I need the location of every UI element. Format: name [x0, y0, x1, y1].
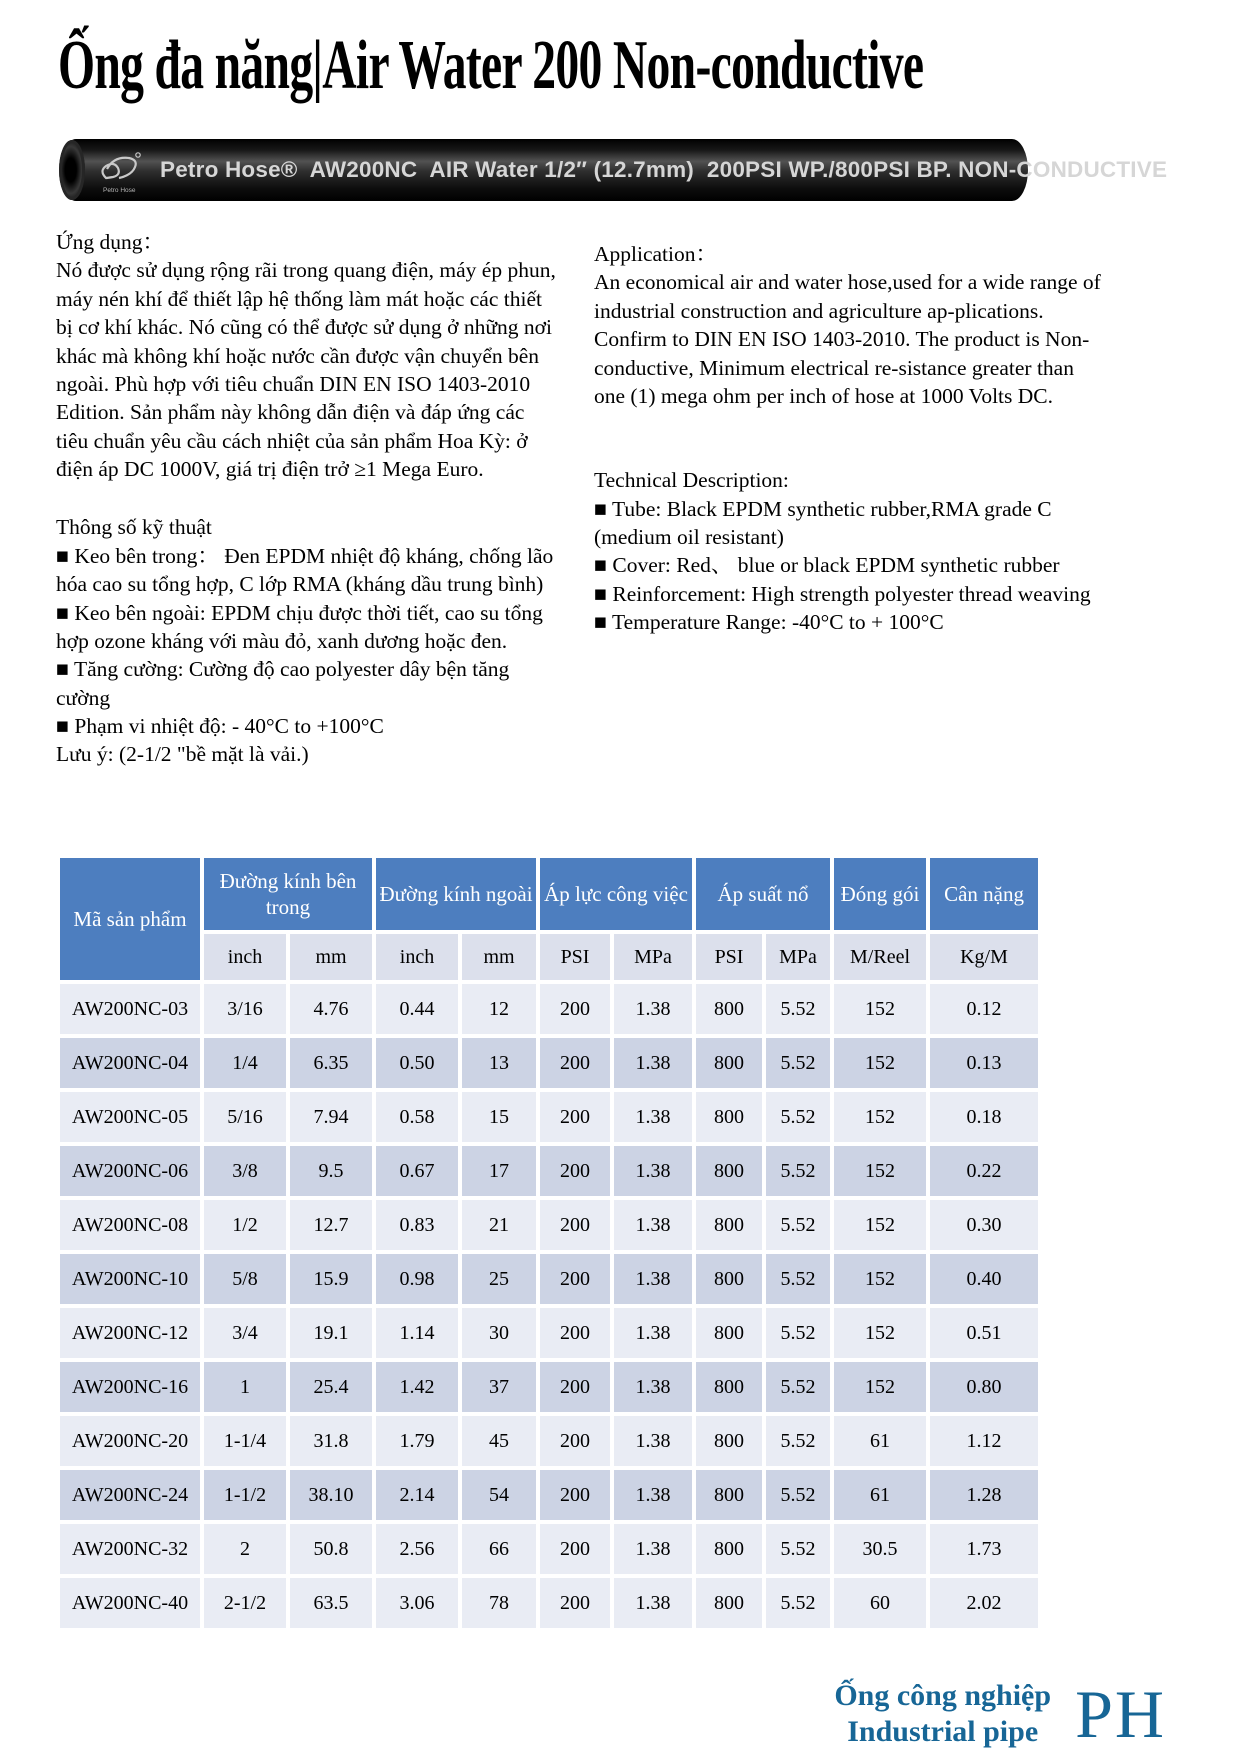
- value-cell: 31.8: [290, 1416, 372, 1466]
- value-cell: 800: [696, 1308, 762, 1358]
- en-application-heading: Application：: [594, 242, 718, 266]
- product-code-cell: AW200NC-04: [60, 1038, 200, 1088]
- vi-application-heading: Ứng dụng：: [56, 230, 165, 254]
- product-code-cell: AW200NC-03: [60, 984, 200, 1034]
- subheader-mpa: MPa: [614, 934, 692, 980]
- value-cell: 38.10: [290, 1470, 372, 1520]
- hose-print-text: Petro Hose® AW200NC AIR Water 1/2″ (12.7mm) 200PSI WP./800PSI BP. NON-CONDUCTIVE: [160, 157, 1168, 182]
- table-row: [60, 1524, 1038, 1574]
- value-cell: 800: [696, 1146, 762, 1196]
- value-cell: 30: [462, 1308, 536, 1358]
- value-cell: 6.35: [290, 1038, 372, 1088]
- table-row: [60, 984, 1038, 1034]
- header-inner-diameter: Đường kính bên trong: [204, 858, 372, 930]
- value-cell: 3.06: [376, 1578, 458, 1628]
- vi-bullet-reinforcement: ■ Tăng cường: Cường độ cao polyester dây bện tăng cường: [56, 657, 510, 710]
- spec-table: [56, 854, 1042, 1632]
- value-cell: 5/16: [204, 1092, 286, 1142]
- value-cell: 152: [834, 984, 926, 1034]
- footer-line-vi: Ống công nghiệp: [834, 1679, 1052, 1712]
- value-cell: 0.80: [930, 1362, 1038, 1412]
- product-code-cell: AW200NC-20: [60, 1416, 200, 1466]
- value-cell: 5.52: [766, 1092, 830, 1142]
- product-code-cell: AW200NC-24: [60, 1470, 200, 1520]
- value-cell: 200: [540, 1308, 610, 1358]
- product-code-cell: AW200NC-16: [60, 1362, 200, 1412]
- product-code-cell: AW200NC-05: [60, 1092, 200, 1142]
- value-cell: 200: [540, 1038, 610, 1088]
- spec-table-body: [60, 984, 1038, 1628]
- value-cell: 800: [696, 1470, 762, 1520]
- value-cell: 15.9: [290, 1254, 372, 1304]
- value-cell: 200: [540, 1362, 610, 1412]
- vi-note: Lưu ý: (2-1/2 "bề mặt là vải.): [56, 742, 309, 767]
- value-cell: 60: [834, 1578, 926, 1628]
- table-row: [60, 1146, 1038, 1196]
- value-cell: 800: [696, 1092, 762, 1142]
- value-cell: 0.67: [376, 1146, 458, 1196]
- value-cell: 1.38: [614, 1416, 692, 1466]
- english-column: [594, 240, 1108, 637]
- value-cell: 1-1/4: [204, 1416, 286, 1466]
- logo-wordmark: Petro Hose: [103, 187, 136, 194]
- table-row: [60, 1362, 1038, 1412]
- value-cell: 200: [540, 1200, 610, 1250]
- product-code-cell: AW200NC-12: [60, 1308, 200, 1358]
- header-working-pressure: Áp lực công việc: [540, 858, 692, 930]
- footer-line-en: Industrial pipe: [847, 1715, 1039, 1748]
- vi-bullet-cover: ■ Keo bên ngoài: EPDM chịu được thời tiết, cao su tổng hợp ozone kháng với màu đỏ, xanh dương hoặc đen.: [56, 600, 543, 653]
- vi-bullet-tube: ■ Keo bên trong： Đen EPDM nhiệt độ kháng, chống lão hóa cao su tổng hợp, C lớp RMA (kháng dầu trung bình): [56, 543, 554, 597]
- value-cell: 1.38: [614, 1362, 692, 1412]
- value-cell: 152: [834, 1254, 926, 1304]
- value-cell: 800: [696, 1416, 762, 1466]
- value-cell: 800: [696, 1200, 762, 1250]
- header-weight: Cân nặng: [930, 858, 1038, 930]
- value-cell: 13: [462, 1038, 536, 1088]
- value-cell: 5.52: [766, 984, 830, 1034]
- en-bullet-reinforcement: ■ Reinforcement: High strength polyester thread weaving: [594, 581, 1091, 606]
- value-cell: 200: [540, 1146, 610, 1196]
- vi-bullet-temperature: ■ Phạm vi nhiệt độ: - 40°C to +100°C: [56, 714, 384, 738]
- value-cell: 0.98: [376, 1254, 458, 1304]
- value-cell: 200: [540, 1254, 610, 1304]
- vi-application-paragraph: Nó được sử dụng rộng rãi trong quang điện, máy ép phun, máy nén khí để thiết lập hệ thống làm mát hoặc các thiết bị cơ khí khác. Nó cũng có thể được sử dụng ở những nơi khác mà không khí hoặc nước cần được vận chuyển bên ngoài. Phù hợp với tiêu chuẩn DIN EN ISO 1403-2010 Edition. Sản phẩm này không dẫn điện và đáp ứng các tiêu chuẩn yêu cầu cách nhiệt của sản phẩm Hoa Kỳ: ở điện áp DC 1000V, giá trị điện trở ≥1 Mega Euro.: [56, 258, 556, 481]
- value-cell: 0.30: [930, 1200, 1038, 1250]
- value-cell: 800: [696, 1362, 762, 1412]
- value-cell: 1.38: [614, 1470, 692, 1520]
- value-cell: 1: [204, 1362, 286, 1412]
- value-cell: 800: [696, 1524, 762, 1574]
- value-cell: 63.5: [290, 1578, 372, 1628]
- value-cell: 61: [834, 1470, 926, 1520]
- value-cell: 1.28: [930, 1470, 1038, 1520]
- value-cell: 1.42: [376, 1362, 458, 1412]
- value-cell: 200: [540, 1578, 610, 1628]
- value-cell: 1.38: [614, 1308, 692, 1358]
- value-cell: 5.52: [766, 1146, 830, 1196]
- footer: [834, 1678, 1166, 1750]
- value-cell: 1.38: [614, 1146, 692, 1196]
- en-technical-heading: Technical Description:: [594, 468, 789, 493]
- header-product-code: Mã sản phẩm: [60, 858, 200, 980]
- table-header-row: [60, 858, 1038, 930]
- product-code-cell: AW200NC-32: [60, 1524, 200, 1574]
- subheader-inch: inch: [376, 934, 458, 980]
- value-cell: 152: [834, 1038, 926, 1088]
- product-code-cell: AW200NC-40: [60, 1578, 200, 1628]
- value-cell: 1/2: [204, 1200, 286, 1250]
- value-cell: 0.18: [930, 1092, 1038, 1142]
- value-cell: 0.40: [930, 1254, 1038, 1304]
- en-bullet-temperature: ■ Temperature Range: -40°C to + 100°C: [594, 610, 944, 635]
- value-cell: 200: [540, 1524, 610, 1574]
- value-cell: 1-1/2: [204, 1470, 286, 1520]
- value-cell: 78: [462, 1578, 536, 1628]
- value-cell: 25.4: [290, 1362, 372, 1412]
- value-cell: 800: [696, 984, 762, 1034]
- table-row: [60, 1254, 1038, 1304]
- table-row: [60, 1308, 1038, 1358]
- en-bullet-cover: ■ Cover: Red、 blue or black EPDM synthetic rubber: [594, 553, 1060, 578]
- table-row: [60, 1578, 1038, 1628]
- value-cell: 1.73: [930, 1524, 1038, 1574]
- value-cell: 0.12: [930, 984, 1038, 1034]
- value-cell: 30.5: [834, 1524, 926, 1574]
- value-cell: 15: [462, 1092, 536, 1142]
- en-application-paragraph: An economical air and water hose,used for a wide range of industrial construction and agriculture ap-plications. Confirm to DIN EN ISO 1403-2010. The product is Non-conductive, Minimum electrical re-sistance greater than one (1) mega ohm per inch of hose at 1000 Volts DC.: [594, 270, 1101, 408]
- value-cell: 1.12: [930, 1416, 1038, 1466]
- value-cell: 152: [834, 1308, 926, 1358]
- value-cell: 5.52: [766, 1308, 830, 1358]
- header-packing: Đóng gói: [834, 858, 926, 930]
- header-burst-pressure: Áp suất nổ: [696, 858, 830, 930]
- value-cell: 19.1: [290, 1308, 372, 1358]
- table-row: [60, 1038, 1038, 1088]
- value-cell: 1/4: [204, 1038, 286, 1088]
- value-cell: 5.52: [766, 1362, 830, 1412]
- value-cell: 152: [834, 1146, 926, 1196]
- table-row: [60, 1470, 1038, 1520]
- value-cell: 5.52: [766, 1254, 830, 1304]
- value-cell: 200: [540, 1416, 610, 1466]
- vi-spec-heading: Thông số kỹ thuật: [56, 515, 212, 540]
- value-cell: 800: [696, 1038, 762, 1088]
- value-cell: 61: [834, 1416, 926, 1466]
- value-cell: 200: [540, 1092, 610, 1142]
- vietnamese-column: [56, 228, 558, 769]
- table-row: [60, 1092, 1038, 1142]
- table-row: [60, 1200, 1038, 1250]
- value-cell: 5.52: [766, 1470, 830, 1520]
- value-cell: 3/4: [204, 1308, 286, 1358]
- subheader-mm: mm: [462, 934, 536, 980]
- value-cell: 25: [462, 1254, 536, 1304]
- value-cell: 1.38: [614, 1038, 692, 1088]
- value-cell: 21: [462, 1200, 536, 1250]
- value-cell: 200: [540, 984, 610, 1034]
- value-cell: 0.13: [930, 1038, 1038, 1088]
- value-cell: 200: [540, 1470, 610, 1520]
- subheader-psi: PSI: [696, 934, 762, 980]
- en-bullet-tube: ■ Tube: Black EPDM synthetic rubber,RMA grade C (medium oil resistant): [594, 496, 1052, 549]
- value-cell: 9.5: [290, 1146, 372, 1196]
- page-title: Ống đa năng|Air Water 200 Non-conductive: [58, 27, 924, 104]
- value-cell: 2.02: [930, 1578, 1038, 1628]
- value-cell: 66: [462, 1524, 536, 1574]
- value-cell: 1.38: [614, 1200, 692, 1250]
- footer-company-text: [834, 1678, 1051, 1750]
- product-code-cell: AW200NC-10: [60, 1254, 200, 1304]
- value-cell: 800: [696, 1254, 762, 1304]
- ph-logo: PH: [1075, 1676, 1166, 1752]
- value-cell: 3/16: [204, 984, 286, 1034]
- subheader-psi: PSI: [540, 934, 610, 980]
- table-row: [60, 1416, 1038, 1466]
- subheader-mm: mm: [290, 934, 372, 980]
- value-cell: 4.76: [290, 984, 372, 1034]
- value-cell: 0.51: [930, 1308, 1038, 1358]
- hose-cut-end: [59, 140, 85, 200]
- subheader-m-reel: M/Reel: [834, 934, 926, 980]
- value-cell: 2.56: [376, 1524, 458, 1574]
- value-cell: 1.38: [614, 1524, 692, 1574]
- value-cell: 1.38: [614, 984, 692, 1034]
- subheader-inch: inch: [204, 934, 286, 980]
- value-cell: 3/8: [204, 1146, 286, 1196]
- value-cell: 0.22: [930, 1146, 1038, 1196]
- value-cell: 1.38: [614, 1092, 692, 1142]
- value-cell: 5.52: [766, 1038, 830, 1088]
- value-cell: 0.58: [376, 1092, 458, 1142]
- value-cell: 5.52: [766, 1524, 830, 1574]
- value-cell: 1.79: [376, 1416, 458, 1466]
- value-cell: 12.7: [290, 1200, 372, 1250]
- value-cell: 152: [834, 1092, 926, 1142]
- value-cell: 12: [462, 984, 536, 1034]
- subheader-kg-m: Kg/M: [930, 934, 1038, 980]
- value-cell: 1.38: [614, 1254, 692, 1304]
- value-cell: 5/8: [204, 1254, 286, 1304]
- value-cell: 54: [462, 1470, 536, 1520]
- value-cell: 7.94: [290, 1092, 372, 1142]
- value-cell: 0.83: [376, 1200, 458, 1250]
- value-cell: 152: [834, 1200, 926, 1250]
- value-cell: 45: [462, 1416, 536, 1466]
- header-outer-diameter: Đường kính ngoài: [376, 858, 536, 930]
- value-cell: 50.8: [290, 1524, 372, 1574]
- value-cell: 800: [696, 1578, 762, 1628]
- value-cell: 1.14: [376, 1308, 458, 1358]
- product-code-cell: AW200NC-08: [60, 1200, 200, 1250]
- value-cell: 2-1/2: [204, 1578, 286, 1628]
- value-cell: 1.38: [614, 1578, 692, 1628]
- value-cell: 5.52: [766, 1578, 830, 1628]
- value-cell: 37: [462, 1362, 536, 1412]
- value-cell: 5.52: [766, 1416, 830, 1466]
- value-cell: 152: [834, 1362, 926, 1412]
- table-subheader-row: [60, 934, 1038, 980]
- product-code-cell: AW200NC-06: [60, 1146, 200, 1196]
- subheader-mpa: MPa: [766, 934, 830, 980]
- value-cell: 2: [204, 1524, 286, 1574]
- value-cell: 0.50: [376, 1038, 458, 1088]
- value-cell: 5.52: [766, 1200, 830, 1250]
- value-cell: 2.14: [376, 1470, 458, 1520]
- petro-hose-logo-icon: [94, 148, 150, 194]
- hose-photo: [60, 139, 1168, 201]
- value-cell: 0.44: [376, 984, 458, 1034]
- value-cell: 17: [462, 1146, 536, 1196]
